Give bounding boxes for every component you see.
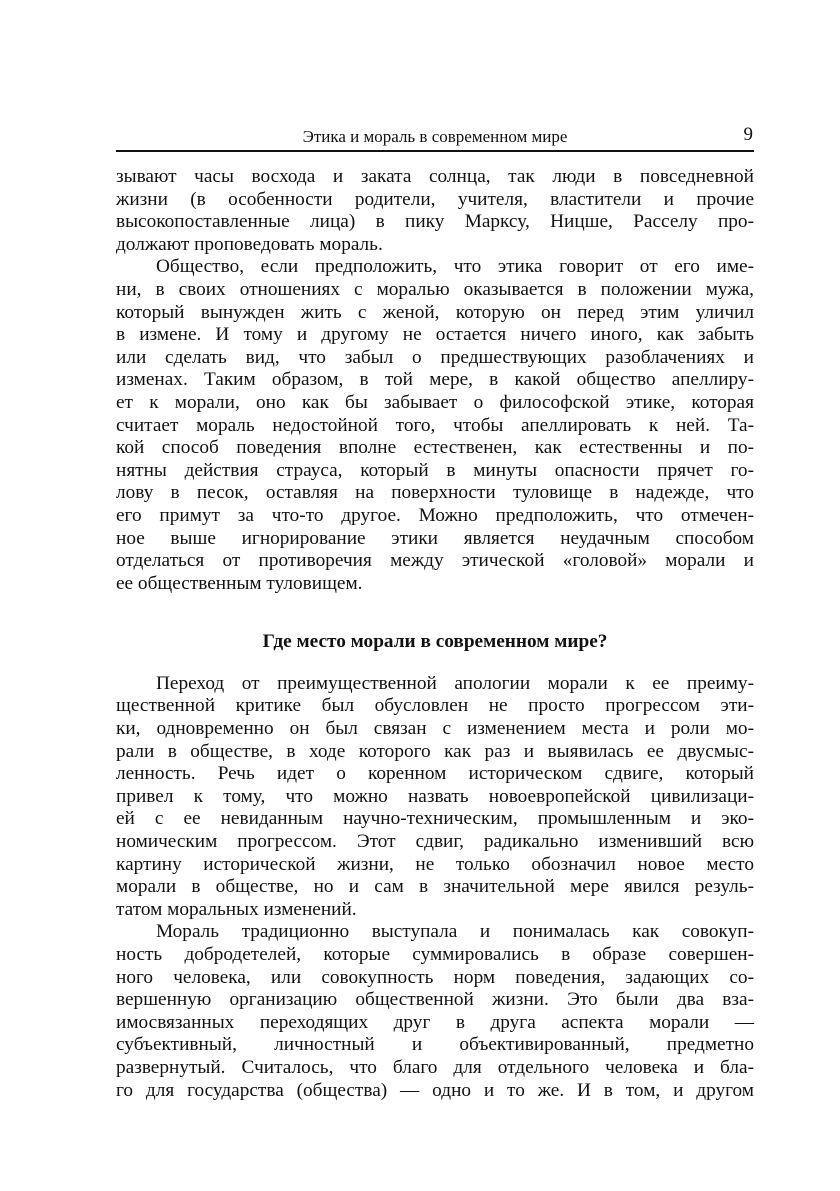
text-line: татом моральных изменений. — [116, 898, 357, 920]
paragraph-transition — [116, 673, 754, 922]
text-line: ное выше игнорирование этики является неудачным способом — [116, 527, 754, 549]
body-text — [116, 166, 754, 1102]
text-line: морали в обществе, но и сам в значительной мере явился резуль- — [116, 876, 754, 898]
text-line: ей с ее невиданным научно-техническим, промышленным и эко- — [116, 808, 754, 830]
text-line: его примут за что-то другое. Можно предположить, что отмечен- — [116, 504, 754, 526]
text-line: отделаться от противоречия между этической «головой» морали и — [116, 550, 754, 572]
text-line: картину исторической жизни, не только обозначил новое место — [116, 853, 754, 875]
paragraph-tradition — [116, 921, 754, 1102]
text-line: жизни (в особенности родители, учителя, властители и прочие — [116, 188, 754, 210]
text-line: высокопоставленные лица) в пику Марксу, Ницше, Расселу про- — [116, 211, 754, 233]
text-line: Мораль традиционно выступала и понималась как совокуп- — [156, 921, 754, 943]
text-line: Переход от преимущественной апологии морали к ее преиму- — [156, 672, 754, 694]
text-line: лову в песок, оставляя на поверхности туловище в надежде, что — [116, 482, 754, 504]
running-title: Этика и мораль в современном мире — [302, 127, 568, 146]
text-line: который вынужден жить с женой, которую он перед этим уличил — [116, 301, 754, 323]
text-line: привел к тому, что можно назвать новоевропейской цивилизаци- — [116, 785, 754, 807]
running-header — [116, 122, 754, 152]
text-line: го для государства (общества) — одно и то же. И в том, и другом — [116, 1079, 754, 1101]
text-line: ленность. Речь идет о коренном историческом сдвиге, который — [116, 763, 754, 785]
page-number: 9 — [743, 124, 753, 145]
text-line: кой способ поведения вполне естественен, как естественны и по- — [116, 437, 754, 459]
text-line: или сделать вид, что забыл о предшествующих разоблачениях и — [116, 346, 754, 368]
text-line: имосвязанных переходящих друг в друга аспекта морали — — [116, 1011, 754, 1033]
text-line: щественной критике был обусловлен не просто прогрессом эти- — [116, 695, 754, 717]
text-line: зывают часы восхода и заката солнца, так люди в повседневной — [116, 166, 754, 187]
text-line: ее общественным туловищем. — [116, 572, 363, 594]
text-line: в измене. И тому и другому не остается ничего иного, как забыть — [116, 324, 754, 346]
text-line: рали в обществе, в ходе которого как раз и выявилась ее двусмыс- — [116, 740, 754, 762]
text-line: ность добродетелей, которые суммировались в образе совершен- — [116, 944, 754, 965]
text-line: ного человека, или совокупность норм поведения, задающих со- — [116, 966, 754, 988]
text-line: вершенную организацию общественной жизни. Это были два вза- — [116, 989, 754, 1011]
text-line: нятны действия страуса, который в минуты опасности прячет го- — [116, 459, 754, 481]
text-line: ет к морали, оно как бы забывает о философской этике, которая — [116, 391, 754, 413]
text-line: номическим прогрессом. Этот сдвиг, радикально изменивший всю — [116, 831, 754, 853]
paragraph-continuation — [116, 166, 754, 256]
text-line: должают проповедовать мораль. — [116, 233, 383, 255]
text-line: Общество, если предположить, что этика говорит от его име- — [156, 256, 754, 278]
section-heading: Где место морали в современном мире? — [262, 631, 608, 653]
text-line: развернутый. Считалось, что благо для отдельного человека и бла- — [116, 1056, 754, 1078]
text-line: субъективный, личностный и объективированный, предметно — [116, 1034, 754, 1056]
text-line: считает мораль недостойной того, чтобы апеллировать к ней. Та- — [116, 414, 754, 436]
text-line: ни, в своих отношениях с моралью оказывается в положении мужа, — [116, 278, 754, 300]
text-line: ки, одновременно он был связан с изменением места и роли мо- — [116, 718, 754, 740]
text-line: изменах. Таким образом, в той мере, в какой общество апеллиру- — [116, 369, 754, 391]
paragraph-society — [116, 256, 754, 595]
